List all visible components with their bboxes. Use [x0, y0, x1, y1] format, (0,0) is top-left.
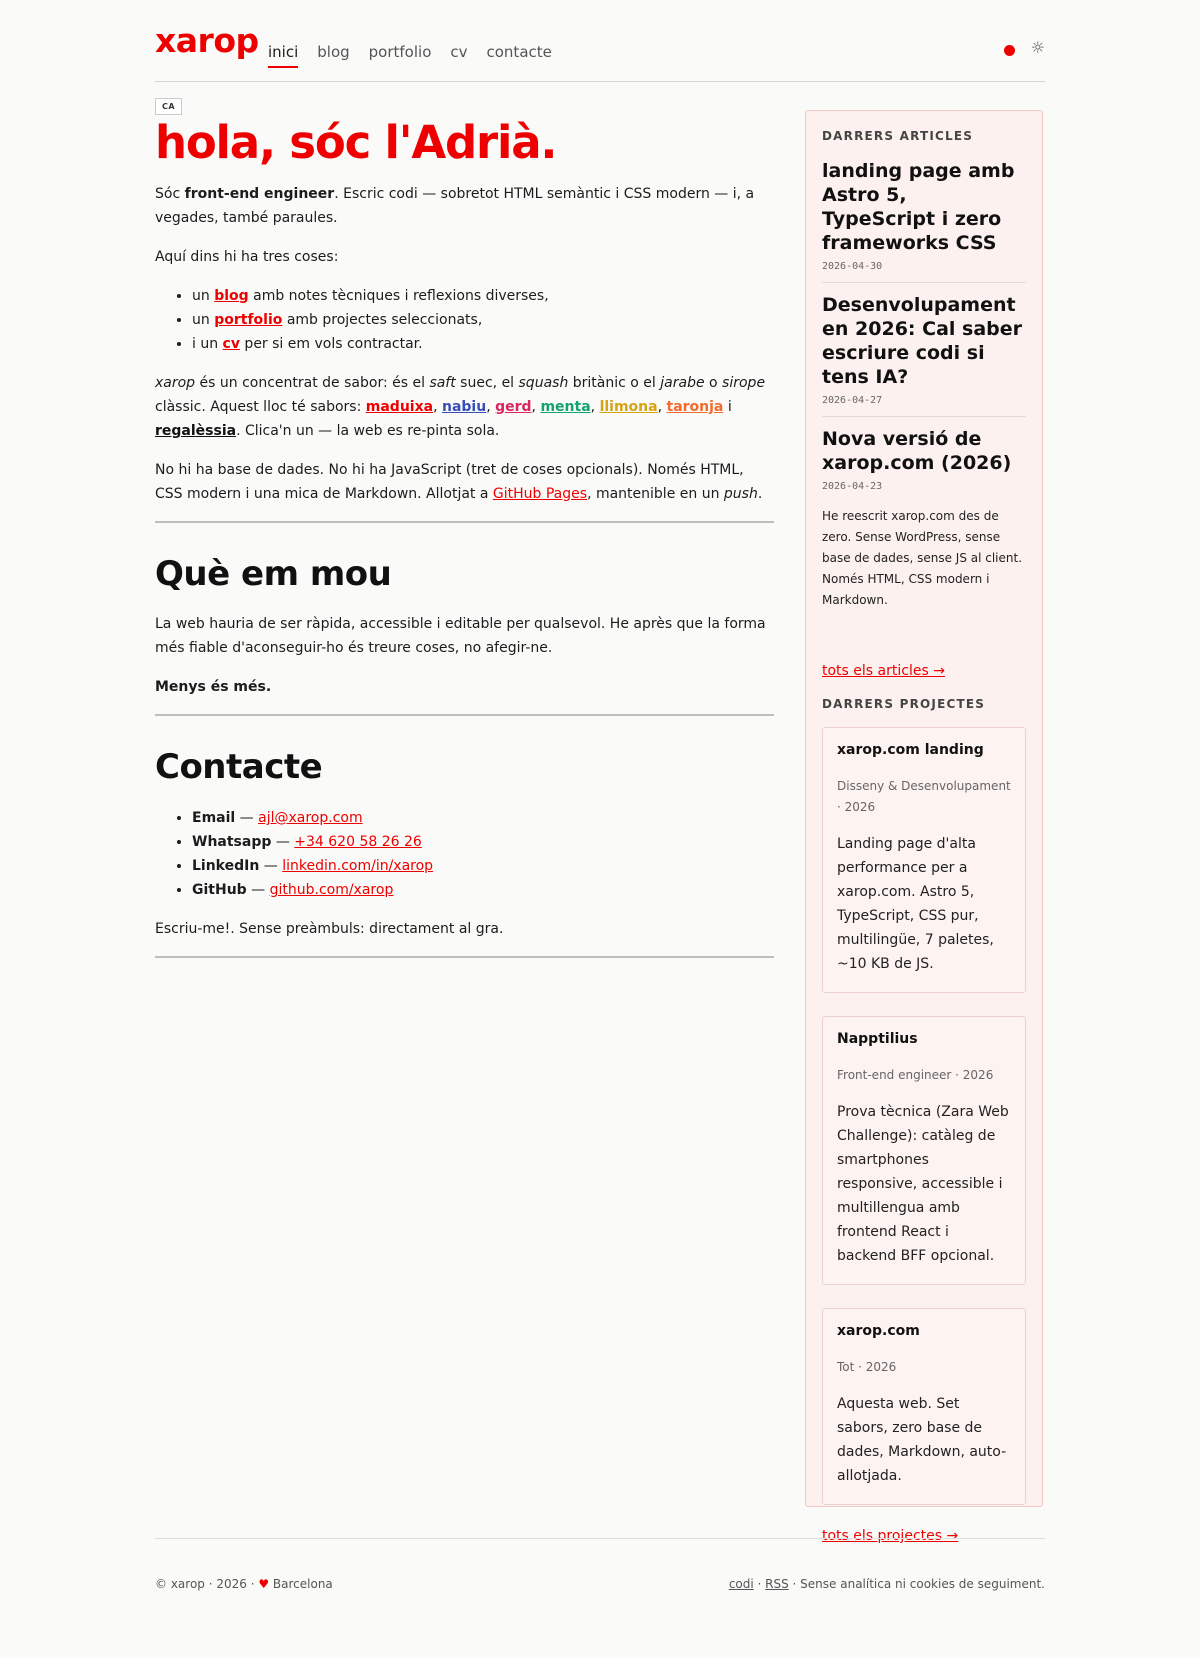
all-articles-link[interactable]: tots els articles →: [822, 663, 945, 679]
project-description: Prova tècnica (Zara Web Challenge): catàleg de smartphones responsive, accessible i multillengua amb frontend React i backend BFF opcional.: [837, 1104, 1009, 1264]
code-link[interactable]: codi: [728, 1577, 754, 1591]
flavor-nabiu[interactable]: nabiu: [441, 398, 487, 415]
rss-link[interactable]: RSS: [765, 1577, 789, 1591]
project-description: Landing page d'alta performance per a xarop.com. Astro 5, TypeScript, CSS pur, multilingüe, 7 paletes, ~10 KB de JS.: [837, 836, 994, 972]
article-date: 2026-04-23: [822, 481, 883, 492]
article-date: 2026-04-27: [822, 395, 883, 406]
heart-icon: ♥: [258, 1577, 270, 1591]
article-item[interactable]: [822, 293, 1026, 417]
sections-list: [155, 284, 774, 356]
divider: [155, 956, 774, 958]
contact-paragraph: Escriu-me!. Sense preàmbuls: directament al gra.: [155, 920, 504, 937]
nav-blog[interactable]: blog: [317, 43, 350, 61]
article-title[interactable]: Nova versió de xarop.com (2026): [822, 428, 1012, 474]
contact-item-linkedin: • LinkedIn — linkedin.com/in/xarop: [192, 854, 774, 878]
flavors-paragraph: xarop és un concentrat de sabor: és el saft suec, el squash britànic o el jarabe o sirope clàssic. Aquest lloc té sabors: maduixa, nabiu, gerd, menta, llimona, taronja i regalèssia. Clica'n un — la web es re-pinta sola.: [155, 374, 766, 439]
page: [155, 0, 1045, 1591]
footer-links: codi · RSS · Sense analítica ni cookies de seguiment.: [728, 1577, 1045, 1591]
site-footer: [155, 1538, 1045, 1599]
article-title[interactable]: landing page amb Astro 5, TypeScript i zero frameworks CSS: [822, 160, 1015, 254]
project-meta: Disseny & Desenvolupament · 2026: [837, 779, 1011, 814]
article-item[interactable]: [822, 159, 1026, 283]
stack-paragraph: No hi ha base de dades. No hi ha JavaScript (tret de coses opcionals). Només HTML, CSS modern i una mica de Markdown. Allotjat a GitHub Pages, mantenible en un push.: [155, 461, 763, 502]
project-title[interactable]: xarop.com: [837, 1323, 920, 1339]
list-item: • un blog amb notes tècniques i reflexions diverses,: [192, 284, 774, 308]
mou-paragraph: La web hauria de ser ràpida, accessible i editable per qualsevol. He après que la forma més fiable d'aconseguir-ho és treure coses, no afegir-ne.: [155, 616, 766, 657]
nav-contacte[interactable]: contacte: [486, 43, 552, 61]
divider: [155, 521, 774, 523]
nav-inici[interactable]: inici: [268, 43, 298, 68]
all-projects-link[interactable]: tots els projectes →: [822, 1528, 959, 1544]
contact-list: [155, 806, 774, 902]
article-title[interactable]: Desenvolupament en 2026: Cal saber escriure codi si tens IA?: [822, 294, 1023, 388]
flavor-regalessia[interactable]: regalèssia: [155, 422, 237, 439]
project-card[interactable]: [822, 1016, 1026, 1285]
palette-dot-button[interactable]: [1004, 45, 1015, 56]
footer-copyright: © xarop · 2026 · ♥ Barcelona: [155, 1577, 333, 1591]
list-item: • i un cv per si em vols contractar.: [192, 332, 774, 356]
portfolio-link[interactable]: portfolio: [214, 311, 283, 328]
site-header: [155, 0, 1045, 82]
page-title: hola, sóc l'Adrià.: [155, 116, 557, 169]
sun-icon[interactable]: ☼: [1030, 38, 1045, 57]
latest-projects-heading: DARRERS PROJECTES: [822, 697, 986, 711]
main-content: [155, 94, 774, 958]
project-title[interactable]: Napptilius: [837, 1031, 918, 1047]
article-item[interactable]: [822, 427, 1026, 621]
contact-item-github: • GitHub — github.com/xarop: [192, 878, 774, 902]
divider: [155, 714, 774, 716]
project-meta: Front-end engineer · 2026: [837, 1068, 994, 1082]
intro-paragraph: Sóc front-end engineer. Escric codi — sobretot HTML semàntic i CSS modern — i, a vegades, també paraules.: [155, 185, 755, 226]
flavor-taronja[interactable]: taronja: [666, 398, 724, 415]
latest-articles-heading: DARRERS ARTICLES: [822, 129, 974, 143]
nav-portfolio[interactable]: portfolio: [368, 43, 432, 61]
list-item: • un portfolio amb projectes seleccionats,: [192, 308, 774, 332]
flavor-gerd[interactable]: gerd: [495, 398, 532, 415]
article-excerpt: He reescrit xarop.com des de zero. Sense WordPress, sense base de dades, sense JS al client. Només HTML, CSS modern i Markdown.: [822, 509, 1023, 607]
section-title-mou: Què em mou: [155, 553, 392, 594]
project-title[interactable]: xarop.com landing: [837, 742, 984, 758]
project-description: Aquesta web. Set sabors, zero base de dades, Markdown, auto-allotjada.: [837, 1396, 1007, 1484]
main-nav: [268, 43, 552, 68]
motto: Menys és més.: [155, 679, 272, 696]
flavor-maduixa[interactable]: maduixa: [365, 398, 434, 415]
cv-link[interactable]: cv: [222, 335, 240, 352]
language-badge[interactable]: CA: [155, 98, 182, 115]
project-card[interactable]: [822, 727, 1026, 993]
section-title-contacte: Contacte: [155, 747, 323, 788]
intro-list-lead: Aquí dins hi ha tres coses:: [155, 248, 339, 265]
nav-cv[interactable]: cv: [450, 43, 468, 61]
linkedin-link[interactable]: linkedin.com/in/xarop: [282, 857, 434, 874]
contact-item-email: • Email — ajl@xarop.com: [192, 806, 774, 830]
blog-link[interactable]: blog: [214, 287, 249, 304]
github-pages-link[interactable]: GitHub Pages: [492, 485, 588, 502]
site-logo[interactable]: xarop: [155, 21, 259, 60]
github-link[interactable]: github.com/xarop: [269, 881, 394, 898]
flavor-menta[interactable]: menta: [540, 398, 591, 415]
article-date: 2026-04-30: [822, 261, 883, 272]
project-meta: Tot · 2026: [837, 1360, 897, 1374]
contact-item-whatsapp: • Whatsapp — +34 620 58 26 26: [192, 830, 774, 854]
email-link[interactable]: ajl@xarop.com: [258, 809, 363, 826]
project-card[interactable]: [822, 1308, 1026, 1505]
sidebar: [805, 110, 1043, 1544]
flavor-llimona[interactable]: llimona: [599, 398, 658, 415]
whatsapp-link[interactable]: +34 620 58 26 26: [294, 833, 422, 850]
